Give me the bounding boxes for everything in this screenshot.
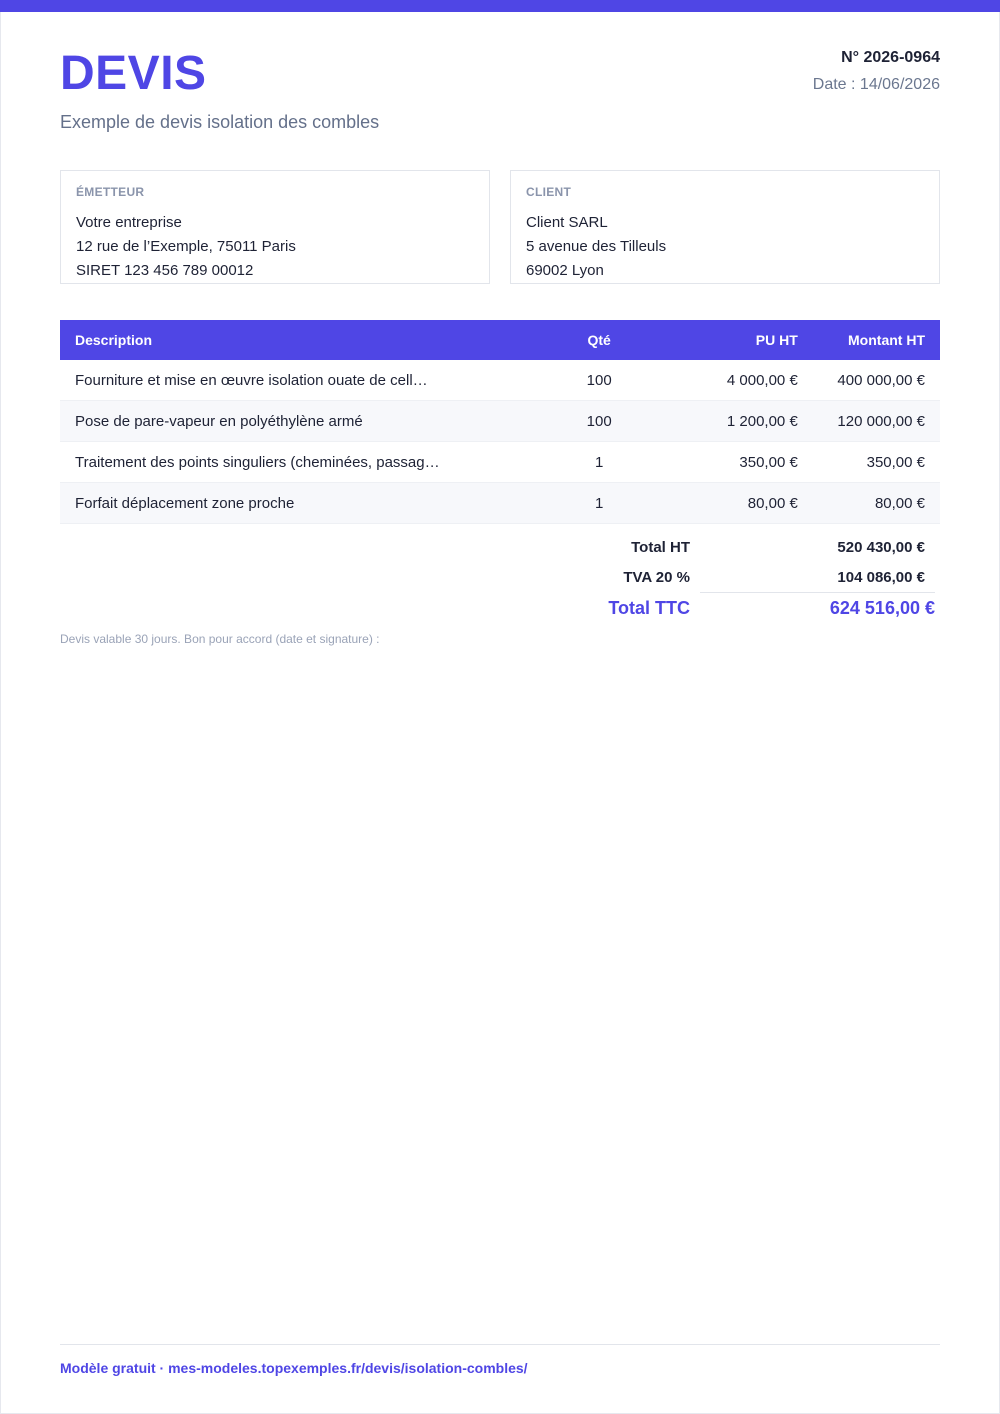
- tva-value: 104 086,00 €: [837, 568, 925, 586]
- validity-note: Devis valable 30 jours. Bon pour accord (date et signature) :: [60, 632, 380, 646]
- header-quantity: Qté: [558, 320, 639, 360]
- table-header-row: [60, 320, 940, 360]
- cell-quantity: 1: [558, 442, 639, 483]
- header-description: Description: [60, 320, 558, 360]
- footer-divider: [60, 1344, 940, 1345]
- cell-unit-price: 350,00 €: [640, 442, 813, 483]
- total-ttc-value: 624 516,00 €: [700, 592, 935, 624]
- cell-amount: 350,00 €: [813, 442, 940, 483]
- document-subtitle: Exemple de devis isolation des combles: [60, 112, 380, 132]
- table-row: [60, 360, 940, 401]
- total-ht-label: Total HT: [631, 538, 690, 556]
- header-amount: Montant HT: [813, 320, 940, 360]
- cell-description: Pose de pare-vapeur en polyéthylène armé: [60, 401, 558, 442]
- table-row: [60, 401, 940, 442]
- quote-date: Date : 14/06/2026: [812, 76, 940, 93]
- client-box: [510, 170, 940, 284]
- table-row: [60, 442, 940, 483]
- cell-description: Traitement des points singuliers (cheminées, passag…: [60, 442, 558, 483]
- table-row: [60, 483, 940, 524]
- totals-block: [560, 532, 940, 624]
- header-unit-price: PU HT: [640, 320, 813, 360]
- total-ht-value: 520 430,00 €: [837, 538, 925, 556]
- emitter-box: [60, 170, 490, 284]
- quote-number: N° 2026-0964: [841, 49, 940, 66]
- total-ttc-row: [560, 592, 940, 624]
- client-line: Client SARL: [526, 214, 608, 231]
- cell-unit-price: 80,00 €: [640, 483, 813, 524]
- tva-label: TVA 20 %: [623, 568, 690, 586]
- emitter-line: Votre entreprise: [76, 214, 182, 231]
- client-line: 5 avenue des Tilleuls: [526, 238, 667, 255]
- cell-unit-price: 1 200,00 €: [640, 401, 813, 442]
- tva-row: [560, 562, 940, 592]
- cell-unit-price: 4 000,00 €: [640, 360, 813, 401]
- cell-quantity: 100: [558, 360, 639, 401]
- total-ht-row: [560, 532, 940, 562]
- emitter-line: SIRET 123 456 789 00012: [76, 262, 254, 279]
- cell-amount: 80,00 €: [813, 483, 940, 524]
- cell-description: Fourniture et mise en œuvre isolation ouate de cell…: [60, 360, 558, 401]
- client-line: 69002 Lyon: [526, 262, 604, 279]
- footer-link[interactable]: Modèle gratuit · mes-modeles.topexemples.fr/devis/isolation-combles/: [60, 1360, 528, 1376]
- document-meta: [813, 49, 940, 94]
- accent-top-bar: [0, 0, 1000, 12]
- cell-amount: 120 000,00 €: [813, 401, 940, 442]
- total-ttc-label: Total TTC: [608, 597, 690, 618]
- items-table: [60, 320, 940, 524]
- client-label: CLIENT: [526, 185, 572, 199]
- cell-amount: 400 000,00 €: [813, 360, 940, 401]
- emitter-line: 12 rue de l’Exemple, 75011 Paris: [76, 238, 296, 255]
- emitter-label: ÉMETTEUR: [76, 185, 145, 199]
- cell-quantity: 1: [558, 483, 639, 524]
- cell-quantity: 100: [558, 401, 639, 442]
- cell-description: Forfait déplacement zone proche: [60, 483, 558, 524]
- document-title: DEVIS: [60, 47, 207, 100]
